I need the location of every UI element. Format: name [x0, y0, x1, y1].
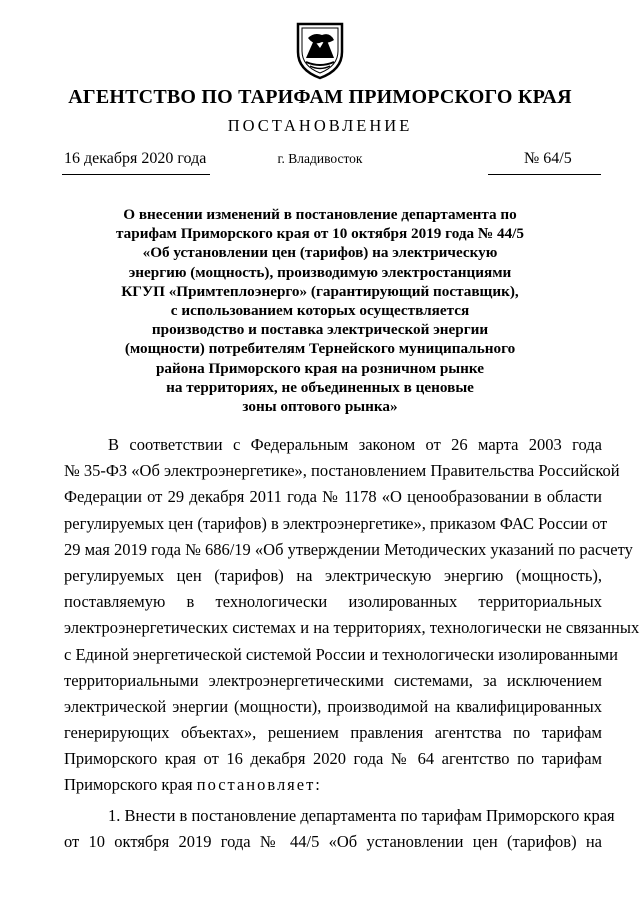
title-line: «Об установлении цен (тарифов) на электрическую — [142, 244, 498, 262]
decree-line — [64, 772, 602, 798]
title-line: КГУП «Примтеплоэнерго» (гарантирующий поставщик), — [121, 282, 519, 300]
document-body — [64, 432, 640, 855]
title-line: зоны оптового рынка» — [242, 398, 398, 416]
title-line: тарифам Приморского края от 10 октября 2019 года № 44/5 — [116, 225, 524, 243]
title-line: энергию (мощность), производимую электростанциями — [128, 263, 512, 281]
number-underline — [488, 174, 601, 175]
title-line: на территориях, не объединенных в ценовые — [166, 378, 474, 396]
agency-name: АГЕНТСТВО ПО ТАРИФАМ ПРИМОРСКОГО КРАЯ — [68, 86, 572, 108]
document-type: ПОСТАНОВЛЕНИЕ — [227, 116, 413, 135]
title-line: района Приморского края на розничном рынке — [155, 359, 485, 377]
document-title — [80, 205, 560, 416]
body-line: генерирующих объектах», решением правления агентства по тарифам — [64, 723, 602, 743]
body-line: с Единой энергетической системой России и технологически изолированными — [64, 644, 618, 664]
title-line: (мощности) потребителям Тернейского муниципального — [124, 340, 516, 358]
decree-word: постановляет: — [196, 775, 322, 795]
coat-of-arms-emblem — [292, 18, 348, 80]
body-line: электроэнергетических системах и на территориях, технологически не связанных — [64, 618, 640, 638]
document-date: 16 декабря 2020 года — [64, 150, 207, 167]
body-line: Приморского края от 16 декабря 2020 года № 64 агентство по тарифам — [64, 749, 602, 769]
document-city: г. Владивосток — [277, 151, 363, 166]
body-line: электрической энергии (мощности), производимой на квалифицированных — [64, 696, 602, 716]
item-1-line: 1. Внести в постановление департамента по тарифам Приморского края — [108, 805, 615, 825]
body-line: В соответствии с Федеральным законом от 26 марта 2003 года — [108, 435, 602, 454]
body-line: № 35-ФЗ «Об электроэнергетике», постановлением Правительства Российской — [64, 461, 620, 481]
body-line: регулируемых цен (тарифов) в электроэнергетике», приказом ФАС России от — [64, 513, 608, 533]
title-line: О внесении изменений в постановление департамента по — [123, 206, 517, 223]
body-line: территориальными электроэнергетическими системами, за исключением — [64, 670, 602, 690]
document-number: № 64/5 — [524, 150, 572, 167]
date-underline — [62, 174, 210, 175]
title-line: с использованием которых осуществляется — [170, 302, 470, 320]
body-line: регулируемых цен (тарифов) на электрическую энергию (мощность), — [64, 565, 602, 585]
title-line: производство и поставка электрической энергии — [151, 321, 489, 339]
body-line: 29 мая 2019 года № 686/19 «Об утверждении Методических указаний по расчету — [64, 539, 633, 559]
body-line: поставляемую в технологически изолированных территориальных — [64, 592, 602, 612]
decree-prefix: Приморского края — [64, 775, 193, 795]
body-line: Федерации от 29 декабря 2011 года № 1178 «О ценообразовании в области — [64, 487, 602, 507]
item-1-line: от 10 октября 2019 года № 44/5 «Об установлении цен (тарифов) на — [64, 831, 602, 851]
